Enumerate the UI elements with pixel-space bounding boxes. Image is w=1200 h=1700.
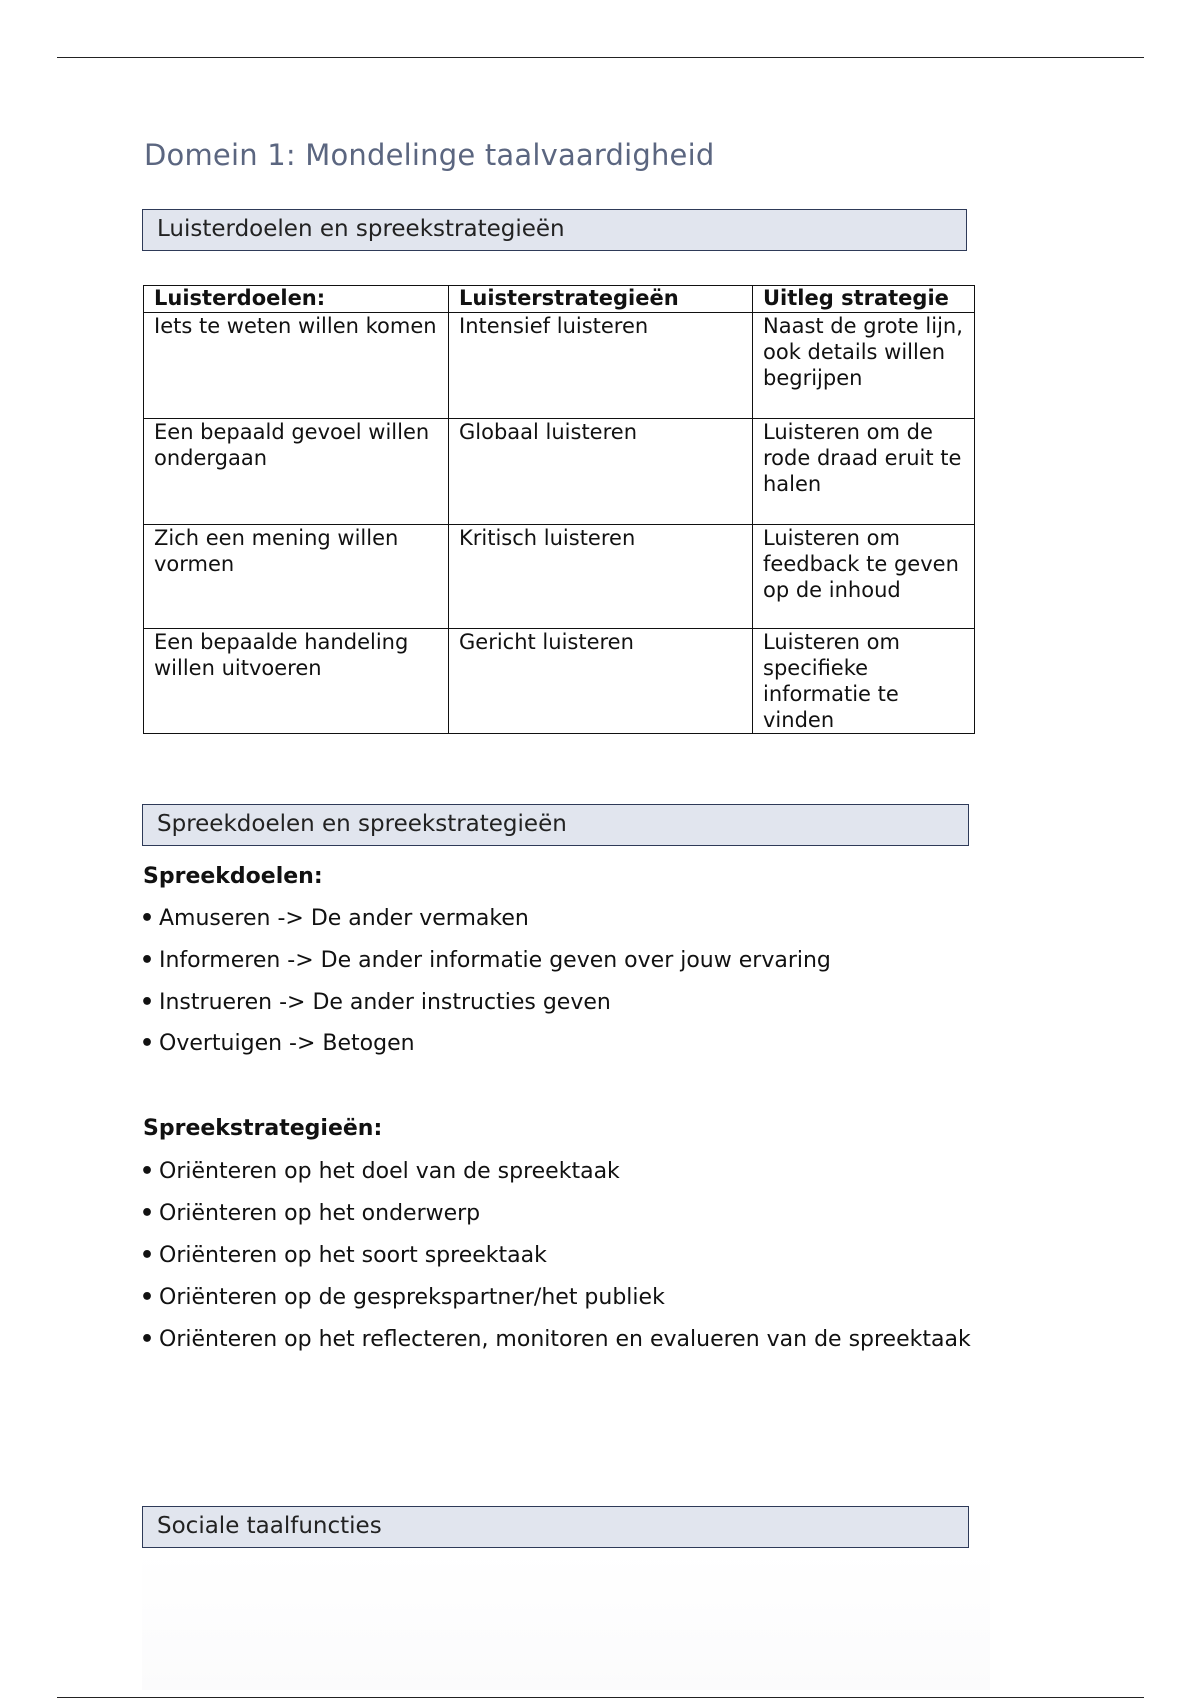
table-cell: Luisteren om feedback te geven op de inhoud xyxy=(753,525,975,629)
table-cell: Gericht luisteren xyxy=(449,629,753,734)
bullet-icon: • xyxy=(140,990,155,1015)
table-cell: Een bepaalde handeling willen uitvoeren xyxy=(144,629,449,734)
list-item: • Oriënteren op het soort spreektaak xyxy=(140,1240,971,1282)
table-cell: Iets te weten willen komen xyxy=(144,313,449,419)
bullet-icon: • xyxy=(140,1243,155,1268)
table-cell: Een bepaald gevoel willen ondergaan xyxy=(144,419,449,525)
table-header-cell: Uitleg strategie xyxy=(753,286,975,313)
bullet-icon: • xyxy=(140,1201,155,1226)
list-item: • Instrueren -> De ander instructies geven xyxy=(140,987,831,1028)
list-item: • Informeren -> De ander informatie geven over jouw ervaring xyxy=(140,945,831,987)
list-item: • Oriënteren op het onderwerp xyxy=(140,1198,971,1240)
listening-strategies-table xyxy=(143,285,975,734)
section-heading-luisteren: Luisterdoelen en spreekstrategieën xyxy=(142,209,967,251)
bullet-icon: • xyxy=(140,1327,155,1352)
table-cell: Luisteren om specifieke informatie te vinden xyxy=(753,629,975,734)
list-item: • Oriënteren op de gesprekspartner/het publiek xyxy=(140,1282,971,1324)
table-cell: Intensief luisteren xyxy=(449,313,753,419)
table-cell: Luisteren om de rode draad eruit te halen xyxy=(753,419,975,525)
spreekstrategieen-heading: Spreekstrategieën: xyxy=(143,1116,383,1141)
spreekstrategieen-list xyxy=(140,1156,971,1366)
table-row xyxy=(144,525,975,629)
table-row xyxy=(144,629,975,734)
table-header-cell: Luisterdoelen: xyxy=(144,286,449,313)
bullet-icon: • xyxy=(140,1031,155,1056)
list-item: • Amuseren -> De ander vermaken xyxy=(140,903,831,945)
section-heading-spreken: Spreekdoelen en spreekstrategieën xyxy=(142,804,969,846)
bullet-icon: • xyxy=(140,1285,155,1310)
bottom-rule xyxy=(57,1697,1144,1698)
table-cell: Kritisch luisteren xyxy=(449,525,753,629)
spreekdoelen-list xyxy=(140,903,831,1070)
section-heading-sociaal: Sociale taalfuncties xyxy=(142,1506,969,1548)
spreekdoelen-heading: Spreekdoelen: xyxy=(143,864,323,889)
table-header-row xyxy=(144,286,975,313)
bullet-icon: • xyxy=(140,948,155,973)
table-row xyxy=(144,313,975,419)
table-row xyxy=(144,419,975,525)
table-cell: Zich een mening willen vormen xyxy=(144,525,449,629)
page-title: Domein 1: Mondelinge taalvaardigheid xyxy=(144,138,715,172)
bullet-icon: • xyxy=(140,1159,155,1184)
table-header-cell: Luisterstrategieën xyxy=(449,286,753,313)
table-cell: Globaal luisteren xyxy=(449,419,753,525)
page-fade xyxy=(142,1550,990,1690)
table-cell: Naast de grote lijn, ook details willen begrijpen xyxy=(753,313,975,419)
top-rule xyxy=(57,57,1144,58)
list-item: • Overtuigen -> Betogen xyxy=(140,1028,831,1070)
bullet-icon: • xyxy=(140,906,155,931)
list-item: • Oriënteren op het reflecteren, monitoren en evalueren van de spreektaak xyxy=(140,1324,971,1366)
list-item: • Oriënteren op het doel van de spreektaak xyxy=(140,1156,971,1198)
